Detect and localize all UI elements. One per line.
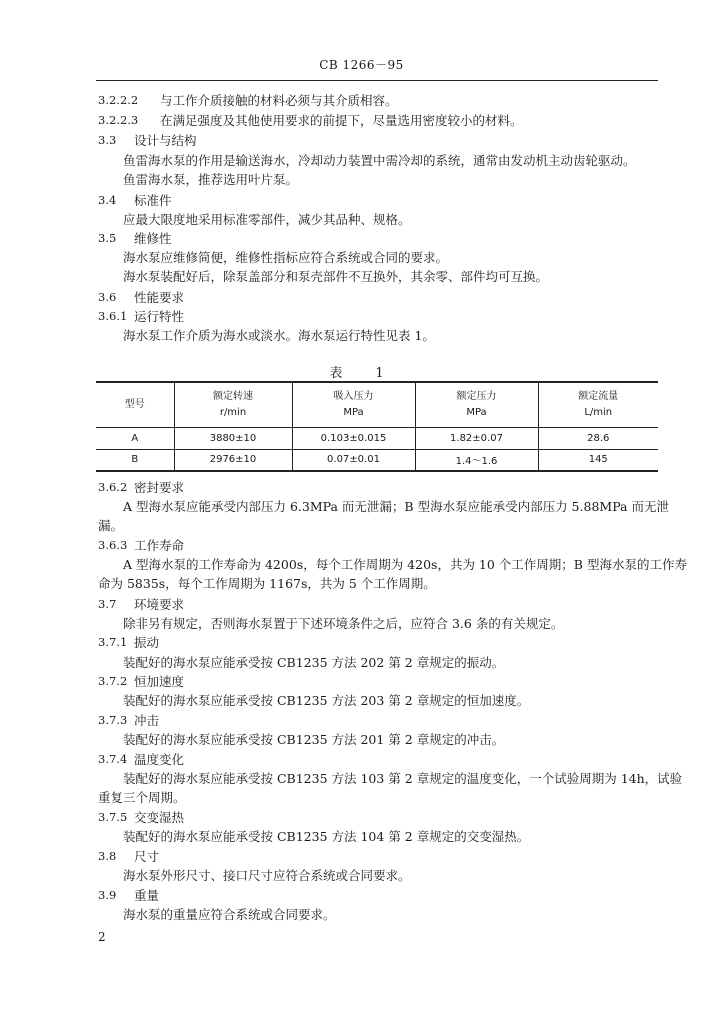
section-number: 3.6.2 — [98, 480, 128, 494]
section-title: 环境要求 — [134, 597, 185, 612]
paragraph: A 型海水泵应能承受内部压力 6.3MPa 而无泄漏；B 型海水泵应能承受内部压力 5.88MPa 而无泄 — [123, 499, 669, 514]
document-code-header: CB 1266－95 — [319, 58, 404, 72]
cell-flow: 28.6 — [538, 427, 658, 449]
paragraph-continuation: 漏。 — [98, 518, 124, 533]
paragraph: A 型海水泵的工作寿命为 4200s，每个工作周期为 420s，共为 10 个工作周期；B 型海水泵的工作寿 — [123, 557, 687, 572]
paragraph: 海水泵的重量应符合系统或合同要求。 — [123, 907, 336, 922]
paragraph-continuation: 命为 5835s，每个工作周期为 1167s，共为 5 个工作周期。 — [98, 576, 436, 591]
clause-text: 与工作介质接触的材料必须与其介质相容。 — [160, 93, 398, 108]
section-number: 3.7.5 — [98, 810, 128, 824]
paragraph: 海水泵应维修简便，维修性指标应符合系统或合同的要求。 — [123, 250, 449, 265]
paragraph: 装配好的海水泵应能承受按 CB1235 方法 202 第 2 章规定的振动。 — [123, 655, 505, 670]
section-number: 3.7.1 — [98, 635, 128, 649]
cell-model: A — [96, 427, 174, 449]
section-title: 恒加速度 — [134, 674, 185, 689]
section-number: 3.7.2 — [98, 674, 128, 688]
table-row — [96, 427, 658, 449]
section-title: 密封要求 — [134, 480, 185, 495]
section-title: 冲击 — [134, 713, 160, 728]
section-number: 3.6.3 — [98, 538, 128, 552]
column-header-flow: 额定流量 L/min — [538, 382, 658, 427]
section-title: 维修性 — [134, 231, 172, 246]
table-header-row — [96, 382, 658, 427]
cell-pressure: 1.4～1.6 — [415, 449, 538, 471]
paragraph: 鱼雷海水泵的作用是输送海水，冷却动力装置中需冷却的系统，通常由发动机主动齿轮驱动。 — [123, 153, 636, 168]
section-title: 运行特性 — [134, 309, 185, 324]
section-number: 3.6 — [98, 290, 117, 304]
section-number: 3.9 — [98, 888, 117, 902]
section-number: 3.7.4 — [98, 752, 128, 766]
cell-speed: 3880±10 — [174, 427, 292, 449]
table-row — [96, 449, 658, 471]
page-number: 2 — [98, 930, 106, 944]
column-header-suction: 吸入压力 MPa — [292, 382, 415, 427]
section-number: 3.6.1 — [98, 309, 128, 323]
section-title: 标准件 — [134, 193, 172, 208]
paragraph: 除非另有规定，否则海水泵置于下述环境条件之后，应符合 3.6 条的有关规定。 — [123, 616, 564, 631]
column-header-pressure: 额定压力 MPa — [415, 382, 538, 427]
paragraph: 鱼雷海水泵，推荐选用叶片泵。 — [123, 172, 299, 187]
cell-suction: 0.103±0.015 — [292, 427, 415, 449]
column-header-model: 型号 — [96, 382, 174, 427]
paragraph: 应最大限度地采用标准零部件，减少其品种、规格。 — [123, 212, 411, 227]
section-title: 温度变化 — [134, 752, 185, 767]
section-title: 性能要求 — [134, 290, 185, 305]
section-number: 3.3 — [98, 133, 117, 147]
cell-model: B — [96, 449, 174, 471]
section-number: 3.4 — [98, 193, 117, 207]
clause-number: 3.2.2.2 — [98, 93, 139, 107]
cell-suction: 0.07±0.01 — [292, 449, 415, 471]
cell-flow: 145 — [538, 449, 658, 471]
section-title: 工作寿命 — [134, 538, 185, 553]
section-number: 3.7 — [98, 597, 117, 611]
paragraph: 装配好的海水泵应能承受按 CB1235 方法 104 第 2 章规定的交变湿热。 — [123, 829, 530, 844]
section-number: 3.7.3 — [98, 713, 128, 727]
clause-number: 3.2.2.3 — [98, 113, 139, 127]
clause-text: 在满足强度及其他使用要求的前提下，尽量选用密度较小的材料。 — [160, 113, 523, 128]
header-rule — [96, 80, 658, 81]
section-title: 尺寸 — [134, 849, 160, 864]
section-title: 交变湿热 — [134, 810, 185, 825]
cell-speed: 2976±10 — [174, 449, 292, 471]
paragraph: 海水泵工作介质为海水或淡水。海水泵运行特性见表 1。 — [123, 328, 435, 343]
operating-characteristics-table — [96, 381, 658, 472]
column-header-speed: 额定转速 r/min — [174, 382, 292, 427]
section-number: 3.8 — [98, 849, 117, 863]
section-title: 重量 — [134, 888, 160, 903]
paragraph: 海水泵外形尺寸、接口尺寸应符合系统或合同要求。 — [123, 868, 411, 883]
cell-pressure: 1.82±0.07 — [415, 427, 538, 449]
section-title: 振动 — [134, 635, 160, 650]
paragraph: 海水泵装配好后，除泵盖部分和泵壳部件不互换外，其余零、部件均可互换。 — [123, 269, 549, 284]
section-title: 设计与结构 — [134, 133, 197, 148]
paragraph: 装配好的海水泵应能承受按 CB1235 方法 103 第 2 章规定的温度变化，一个试验周期为 14h，试验 — [123, 771, 683, 786]
section-number: 3.5 — [98, 231, 117, 245]
paragraph: 装配好的海水泵应能承受按 CB1235 方法 201 第 2 章规定的冲击。 — [123, 732, 505, 747]
table-caption: 表 1 — [329, 366, 394, 381]
paragraph: 装配好的海水泵应能承受按 CB1235 方法 203 第 2 章规定的恒加速度。 — [123, 693, 530, 708]
paragraph-continuation: 重复三个周期。 — [98, 790, 186, 805]
